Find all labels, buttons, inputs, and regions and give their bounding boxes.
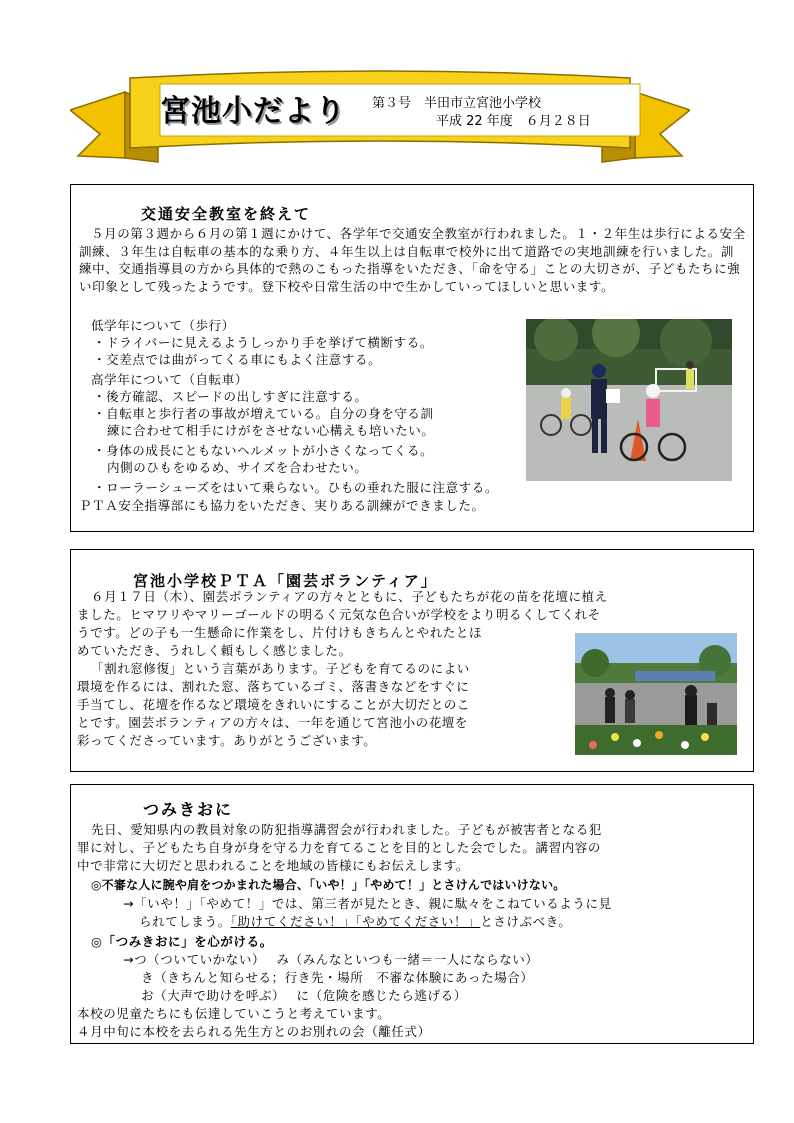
key-point-note-text: られてしまう。 (139, 914, 231, 929)
high-grade-heading: 高学年について（自転車） (91, 372, 248, 387)
section-title: 交通安全教室を終えて (141, 205, 312, 223)
section-closing: ４月中旬に本校を去られる先生方とのお別れの会（離任式） (77, 1024, 431, 1039)
section-title: 宮池小学校ＰＴＡ「園芸ボランティア」 (133, 572, 438, 590)
high-grade-item: ・身体の成長にともないヘルメットが小さくなってくる。 (93, 443, 434, 458)
garden-text-line: うです。どの子も一生懸命に作業をし、片付けもきちんとやれたとほ (77, 625, 483, 640)
underlined-phrase: 「助けてください！」「やめてください！」 (230, 914, 481, 929)
tsumikioni-rule: き（きちんと知らせる；行き先・場所 不審な体験にあった場合） (141, 970, 534, 985)
key-point-note: →「いや！」「やめて！」では、第三者が見たとき、親に駄々をこねているように見 (123, 896, 612, 911)
issue-and-school: 第３号 半田市立宮池小学校 (372, 96, 542, 111)
garden-text-line: ました。ヒマワリやマリーゴールドの明るく元気な色合いが学校をより明るくしてくれそ (77, 607, 601, 622)
key-point: ◎不審な人に腕や肩をつかまれた場合、「いや！」「やめて！」とさけんではいけない。 (91, 878, 566, 892)
tsumikioni-rule: →つ（ついていかない） み（みんなといつも一緒＝一人にならない） (123, 952, 539, 967)
issue-date: 平成 22 年度 ６月２８日 (436, 114, 591, 129)
high-grade-item: 内側のひもをゆるめ、サイズを合わせたい。 (107, 460, 368, 475)
section-closing: ＰＴＡ安全指導部にも協力をいただき、実りある訓練ができました。 (79, 498, 485, 513)
garden-text-line: ６月１７日（木）、園芸ボランティアの方々とともに、子どもたちが花の苗を花壇に植え (91, 589, 608, 604)
section-intro: ５月の第３週から６月の第１週にかけて、各学年で交通安全教室が行われました。１・２年生は歩行による安全訓練、３年生は自転車の基本的な乗り方、４年生以上は自転車で校外に出て道路での実地訓練を行いました。訓練中、交通指導員の方から具体的で熱のこもった指導をいただき、「命を守る」ことの大切さが、子どもたちに強い印象として残ったようです。登下校や日常生活の中で生かしていってほしいと思います。 (79, 226, 746, 294)
tsumikioni-intro-line: 罪に対し、子どもたち自身が身を守る力を育てることを目的とした会でした。講習内容の (77, 840, 602, 855)
low-grade-heading: 低学年について（歩行） (91, 318, 235, 333)
low-grade-item: ・ドライバーに見えるようしっかり手を挙げて横断する。 (93, 335, 433, 350)
tsumikioni-intro-line: 中で非常に大切だと思われることを地域の皆様にもお伝えします。 (77, 858, 470, 873)
garden-text-line: 彩ってくださっています。ありがとうございます。 (77, 733, 377, 748)
garden-text-line: 環境を作るには、割れた窓、落ちているゴミ、落書きなどをすぐに (77, 679, 470, 694)
section-title: つみきおに (143, 800, 234, 819)
flower-planting-photo (575, 633, 737, 755)
low-grade-item: ・交差点では曲がってくる車にもよく注意する。 (93, 352, 382, 367)
tsumikioni-rule: お（大声で助けを呼ぶ） に（危険を感じたら逃げる） (141, 988, 467, 1003)
garden-text-line: めていただき、うれしく頼もしく感じました。 (77, 643, 352, 658)
high-grade-item: ・ローラーシューズをはいて乗らない。ひもの垂れた服に注意する。 (93, 480, 498, 495)
tsumikioni-intro-line: 先日、愛知県内の教員対象の防犯指導講習会が行われました。子どもが被害者となる犯 (91, 822, 602, 837)
key-point-note-text: とさけぶべき。 (480, 914, 572, 929)
high-grade-item: ・後方確認、スピードの出しすぎに注意する。 (93, 389, 368, 404)
traffic-safety-section (70, 184, 754, 532)
high-grade-item: 練に合わせて相手にけがをさせない心構えも培いたい。 (107, 423, 435, 438)
garden-text-line: とです。園芸ボランティアの方々は、一年を通じて宮池小の花壇を (77, 715, 469, 730)
newsletter-title: 宮池小だより (160, 94, 346, 129)
garden-text-line: 手当てし、花壇を作るなど環境をきれいにすることが大切だとのこ (77, 697, 471, 712)
garden-volunteer-section (70, 549, 754, 772)
key-point-note (139, 913, 571, 931)
garden-text-line: 「割れ窓修復」という言葉があります。子どもを育てるのによい (91, 661, 470, 676)
tsumikioni-section (70, 784, 754, 1044)
key-point: ◎「つみきおに」を心がける。 (91, 934, 273, 949)
section-closing: 本校の児童たちにも伝達していこうと考えています。 (77, 1006, 391, 1021)
bicycle-training-photo (526, 319, 732, 481)
high-grade-item: ・自転車と歩行者の事故が増えている。自分の身を守る訓 (93, 406, 434, 421)
